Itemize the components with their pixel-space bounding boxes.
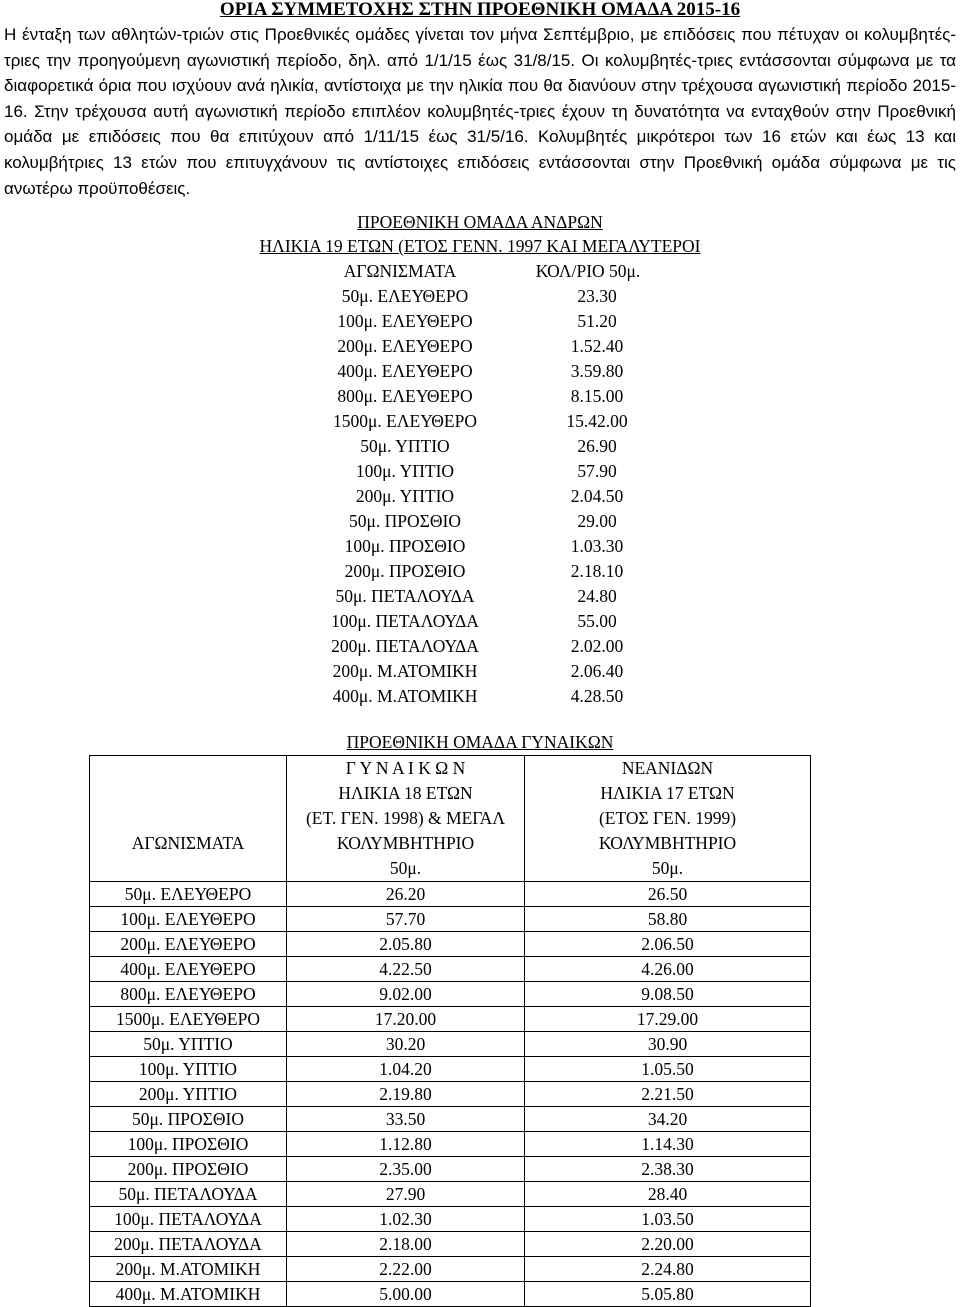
girls-time: 9.08.50 — [525, 982, 811, 1007]
men-event: 100μ. ΕΛΕΥΘΕΡΟ — [337, 311, 473, 331]
girls-time: 1.05.50 — [525, 1057, 811, 1082]
men-table-row — [275, 609, 675, 634]
page-title: ΟΡΙΑ ΣΥΜΜΕΤΟΧΗΣ ΣΤΗΝ ΠΡΟΕΘΝΙΚΗ ΟΜΑΔΑ 2015-16 — [219, 0, 741, 20]
women-col1-line: 50μ. — [389, 858, 422, 878]
women-table-row — [90, 1257, 811, 1282]
men-event: 400μ. Μ.ΑΤΟΜΙΚΗ — [332, 686, 478, 706]
women-time: 30.20 — [287, 1032, 525, 1057]
women-event: 100μ. ΠΡΟΣΘΙΟ — [90, 1132, 287, 1157]
men-event: 200μ. ΕΛΕΥΘΕΡΟ — [337, 336, 473, 356]
girls-time: 34.20 — [525, 1107, 811, 1132]
women-table-row — [90, 1057, 811, 1082]
girls-time: 1.03.50 — [525, 1207, 811, 1232]
women-col-event-label: ΑΓΩΝΙΣΜΑΤΑ — [131, 833, 245, 853]
men-event: 200μ. ΥΠΤΙΟ — [355, 486, 455, 506]
women-table-row — [90, 1007, 811, 1032]
women-event: 100μ. ΕΛΕΥΘΕΡΟ — [90, 907, 287, 932]
women-limits-table — [89, 755, 811, 1307]
women-time: 2.35.00 — [287, 1157, 525, 1182]
girls-time: 2.38.30 — [525, 1157, 811, 1182]
girls-time: 28.40 — [525, 1182, 811, 1207]
girls-time: 1.14.30 — [525, 1132, 811, 1157]
women-col2-line: (ΕΤΟΣ ΓΕΝ. 1999) — [598, 808, 737, 828]
men-table-row — [275, 409, 675, 434]
men-time: 4.28.50 — [570, 686, 624, 706]
women-event: 800μ. ΕΛΕΥΘΕΡΟ — [90, 982, 287, 1007]
women-event: 200μ. Μ.ΑΤΟΜΙΚΗ — [90, 1257, 287, 1282]
men-time: 24.80 — [577, 586, 617, 606]
women-table-row — [90, 1182, 811, 1207]
women-table-row — [90, 1032, 811, 1057]
women-time: 2.18.00 — [287, 1232, 525, 1257]
men-time: 57.90 — [577, 461, 617, 481]
women-col2-line: ΗΛΙΚΙΑ 17 ΕΤΩΝ — [600, 783, 735, 803]
men-event: 50μ. ΠΕΤΑΛΟΥΔΑ — [335, 586, 475, 606]
women-time: 4.22.50 — [287, 957, 525, 982]
girls-time: 2.20.00 — [525, 1232, 811, 1257]
women-event: 200μ. ΠΡΟΣΘΙΟ — [90, 1157, 287, 1182]
women-time: 33.50 — [287, 1107, 525, 1132]
men-event: 200μ. ΠΡΟΣΘΙΟ — [344, 561, 466, 581]
men-time: 29.00 — [577, 511, 617, 531]
women-event: 100μ. ΠΕΤΑΛΟΥΔΑ — [90, 1207, 287, 1232]
men-table-body — [275, 284, 675, 709]
girls-time: 2.21.50 — [525, 1082, 811, 1107]
women-event: 100μ. ΥΠΤΙΟ — [90, 1057, 287, 1082]
women-event: 50μ. ΠΕΤΑΛΟΥΔΑ — [90, 1182, 287, 1207]
men-table-row — [275, 309, 675, 334]
girls-time: 4.26.00 — [525, 957, 811, 982]
men-time: 51.20 — [577, 311, 617, 331]
women-table-row — [90, 1282, 811, 1307]
women-event: 1500μ. ΕΛΕΥΘΕΡΟ — [90, 1007, 287, 1032]
girls-time: 5.05.80 — [525, 1282, 811, 1307]
men-table-header — [275, 259, 675, 284]
women-table-row — [90, 907, 811, 932]
men-time: 2.04.50 — [570, 486, 624, 506]
women-event: 400μ. Μ.ΑΤΟΜΙΚΗ — [90, 1282, 287, 1307]
men-table-row — [275, 634, 675, 659]
men-time: 3.59.80 — [570, 361, 624, 381]
men-table-row — [275, 584, 675, 609]
men-table-row — [275, 659, 675, 684]
men-time: 26.90 — [577, 436, 617, 456]
women-col1-line: ΚΟΛΥΜΒΗΤΗΡΙΟ — [336, 833, 475, 853]
women-time: 27.90 — [287, 1182, 525, 1207]
women-table-row — [90, 1157, 811, 1182]
women-time: 2.22.00 — [287, 1257, 525, 1282]
men-time: 2.06.40 — [570, 661, 624, 681]
women-table-row — [90, 1207, 811, 1232]
girls-time: 58.80 — [525, 907, 811, 932]
men-table-row — [275, 509, 675, 534]
women-table-row — [90, 982, 811, 1007]
men-event: 100μ. ΠΡΟΣΘΙΟ — [344, 536, 466, 556]
men-time: 23.30 — [577, 286, 617, 306]
women-col-girls — [525, 756, 811, 882]
women-event: 50μ. ΠΡΟΣΘΙΟ — [90, 1107, 287, 1132]
men-subheading: ΗΛΙΚΙΑ 19 ΕΤΩΝ (ΕΤΟΣ ΓΕΝΝ. 1997 ΚΑΙ ΜΕΓΑΛΥΤΕΡΟΙ — [259, 236, 701, 256]
girls-time: 26.50 — [525, 882, 811, 907]
women-col1-line: (ΕΤ. ΓΕΝ. 1998) & ΜΕΓΑΛ — [305, 808, 506, 828]
men-table-row — [275, 684, 675, 709]
men-event: 50μ. ΥΠΤΙΟ — [360, 436, 450, 456]
women-time: 17.20.00 — [287, 1007, 525, 1032]
men-table-row — [275, 384, 675, 409]
men-event: 50μ. ΠΡΟΣΘΙΟ — [349, 511, 461, 531]
men-event: 200μ. ΠΕΤΑΛΟΥΔΑ — [331, 636, 479, 656]
men-event: 1500μ. ΕΛΕΥΘΕΡΟ — [333, 411, 477, 431]
men-event: 200μ. Μ.ΑΤΟΜΙΚΗ — [332, 661, 478, 681]
women-col2-line: 50μ. — [651, 858, 684, 878]
women-table-row — [90, 882, 811, 907]
men-event: 400μ. ΕΛΕΥΘΕΡΟ — [337, 361, 473, 381]
women-table-row — [90, 1082, 811, 1107]
women-time: 1.04.20 — [287, 1057, 525, 1082]
men-table-row — [275, 434, 675, 459]
women-time: 57.70 — [287, 907, 525, 932]
men-time: 8.15.00 — [570, 386, 624, 406]
women-time: 2.19.80 — [287, 1082, 525, 1107]
women-col2-line: ΚΟΛΥΜΒΗΤΗΡΙΟ — [598, 833, 737, 853]
men-time: 15.42.00 — [566, 411, 628, 431]
men-event: 50μ. ΕΛΕΥΘΕΡΟ — [341, 286, 469, 306]
men-table-row — [275, 284, 675, 309]
girls-time: 17.29.00 — [525, 1007, 811, 1032]
women-event: 200μ. ΠΕΤΑΛΟΥΔΑ — [90, 1232, 287, 1257]
women-event: 50μ. ΥΠΤΙΟ — [90, 1032, 287, 1057]
women-event: 400μ. ΕΛΕΥΘΕΡΟ — [90, 957, 287, 982]
men-table-row — [275, 459, 675, 484]
men-time: 55.00 — [577, 611, 617, 631]
men-time: 2.02.00 — [570, 636, 624, 656]
men-event: 100μ. ΥΠΤΙΟ — [355, 461, 455, 481]
men-limits-table — [275, 259, 675, 709]
women-col-event — [90, 756, 287, 882]
women-col2-line: ΝΕΑΝΙΔΩΝ — [621, 758, 714, 778]
women-time: 2.05.80 — [287, 932, 525, 957]
women-event: 200μ. ΕΛΕΥΘΕΡΟ — [90, 932, 287, 957]
women-time: 1.02.30 — [287, 1207, 525, 1232]
men-table-row — [275, 559, 675, 584]
men-time: 2.18.10 — [570, 561, 624, 581]
girls-time: 2.06.50 — [525, 932, 811, 957]
women-time: 26.20 — [287, 882, 525, 907]
women-table-row — [90, 957, 811, 982]
men-table-row — [275, 334, 675, 359]
women-col-women — [287, 756, 525, 882]
women-event: 200μ. ΥΠΤΙΟ — [90, 1082, 287, 1107]
men-col-pool: ΚΟΛ/ΡΙΟ 50μ. — [535, 261, 641, 281]
women-table-header — [90, 756, 811, 882]
men-table-row — [275, 359, 675, 384]
women-time: 5.00.00 — [287, 1282, 525, 1307]
men-time: 1.03.30 — [570, 536, 624, 556]
women-event: 50μ. ΕΛΕΥΘΕΡΟ — [90, 882, 287, 907]
women-col1-line: ΗΛΙΚΙΑ 18 ΕΤΩΝ — [338, 783, 473, 803]
women-table-row — [90, 1107, 811, 1132]
women-time: 1.12.80 — [287, 1132, 525, 1157]
men-table-row — [275, 534, 675, 559]
girls-time: 30.90 — [525, 1032, 811, 1057]
women-table-row — [90, 932, 811, 957]
men-table-row — [275, 484, 675, 509]
men-time: 1.52.40 — [570, 336, 624, 356]
intro-paragraph: Η ένταξη των αθλητών-τριών στις Προεθνικές ομάδες γίνεται τον μήνα Σεπτέμβριο, με επιδόσεις που πέτυχαν οι κολυμβητές-τριες την προηγούμενη αγωνιστική περίοδο, δηλ. από 1/1/15 έως 31/8/15. Οι κολυμβητές-τριες εντάσσονται σύμφωνα με τα διαφορετικά όρια που ισχύουν ανά ηλικία, αντίστοιχα με την ηλικία που θα διανύουν στην τρέχουσα αγωνιστική περίοδο 2015-16. Στην τρέχουσα αυτή αγωνιστική περίοδο επιπλέον κολυμβητές-τριες έχουν τη δυνατότητα να ενταχθούν στην Προεθνική ομάδα με επιδόσεις που θα επιτύχουν από 1/11/15 έως 31/5/16. Κολυμβητές μικρότεροι των 16 ετών και έως 13 και κολυμβήτριες 13 ετών που επιτυγχάνουν τις αντίστοιχες επιδόσεις εντάσσονται στην Προεθνική ομάδα σύμφωνα με τις ανωτέρω προϋποθέσεις. — [4, 25, 956, 198]
men-heading: ΠΡΟΕΘΝΙΚΗ ΟΜΑΔΑ ΑΝΔΡΩΝ — [357, 212, 603, 232]
men-col-event: ΑΓΩΝΙΣΜΑΤΑ — [343, 261, 457, 281]
women-heading: ΠΡΟΕΘΝΙΚΗ ΟΜΑΔΑ ΓΥΝΑΙΚΩΝ — [346, 732, 614, 752]
men-event: 800μ. ΕΛΕΥΘΕΡΟ — [337, 386, 473, 406]
women-time: 9.02.00 — [287, 982, 525, 1007]
women-table-row — [90, 1132, 811, 1157]
women-col1-line: Γ Υ Ν Α Ι Κ Ω Ν — [345, 758, 466, 778]
women-table-row — [90, 1232, 811, 1257]
girls-time: 2.24.80 — [525, 1257, 811, 1282]
men-event: 100μ. ΠΕΤΑΛΟΥΔΑ — [331, 611, 479, 631]
